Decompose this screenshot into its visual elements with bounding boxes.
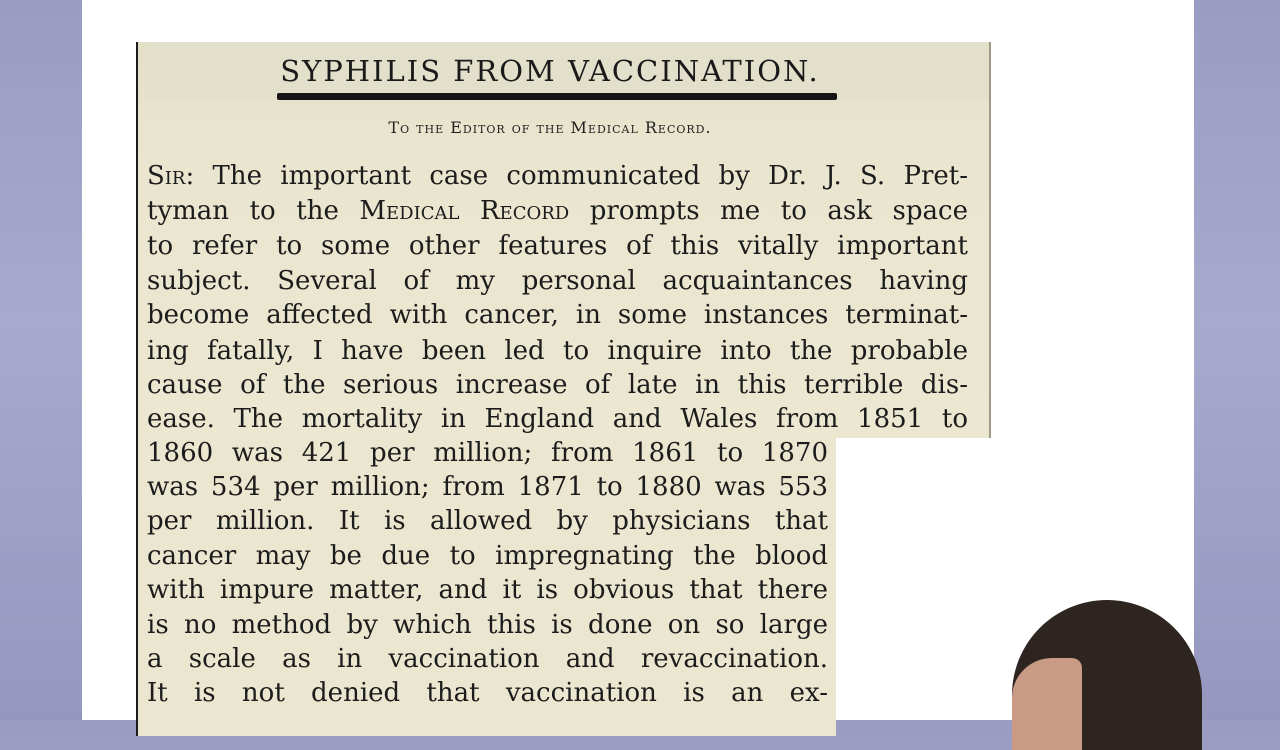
article-line: 1860 was 421 per million; from 1861 to 1870 [147,438,828,468]
article-line: to refer to some other features of this vitally important [147,231,968,261]
article-line: was 534 per million; from 1871 to 1880 was 553 [147,472,828,502]
article-line [147,196,968,226]
article-line: cancer may be due to impregnating the blood [147,541,828,571]
article-line: It is not denied that vaccination is an ex- [147,678,828,708]
presenter-face [1012,658,1082,750]
article-line: become affected with cancer, in some instances terminat- [147,300,968,330]
line-text: prompts me to ask space [569,196,968,226]
article-headline: SYPHILIS FROM VACCINATION. [280,54,820,88]
line-text: tyman to the [147,196,360,226]
article-line: is no method by which this is done on so large [147,610,828,640]
article-line: subject. Several of my personal acquaintances having [147,266,968,296]
line-text: : The important case communicated by Dr. J. S. Pret- [185,161,968,191]
article-line: ease. The mortality in England and Wales from 1851 to [147,404,968,434]
headline-underline [277,93,837,100]
article-line: with impure matter, and it is obvious that there [147,575,828,605]
article-line [147,161,968,191]
article-line: per million. It is allowed by physicians that [147,506,828,536]
journal-name: Medical Record [359,196,570,226]
article-line: cause of the serious increase of late in this terrible dis- [147,370,968,400]
article-line: ing fatally, I have been led to inquire into the probable [147,336,968,366]
article-line: a scale as in vaccination and revaccination. [147,644,828,674]
editor-dateline: To the Editor of the Medical Record. [388,118,712,137]
salutation: Sir [147,161,186,191]
